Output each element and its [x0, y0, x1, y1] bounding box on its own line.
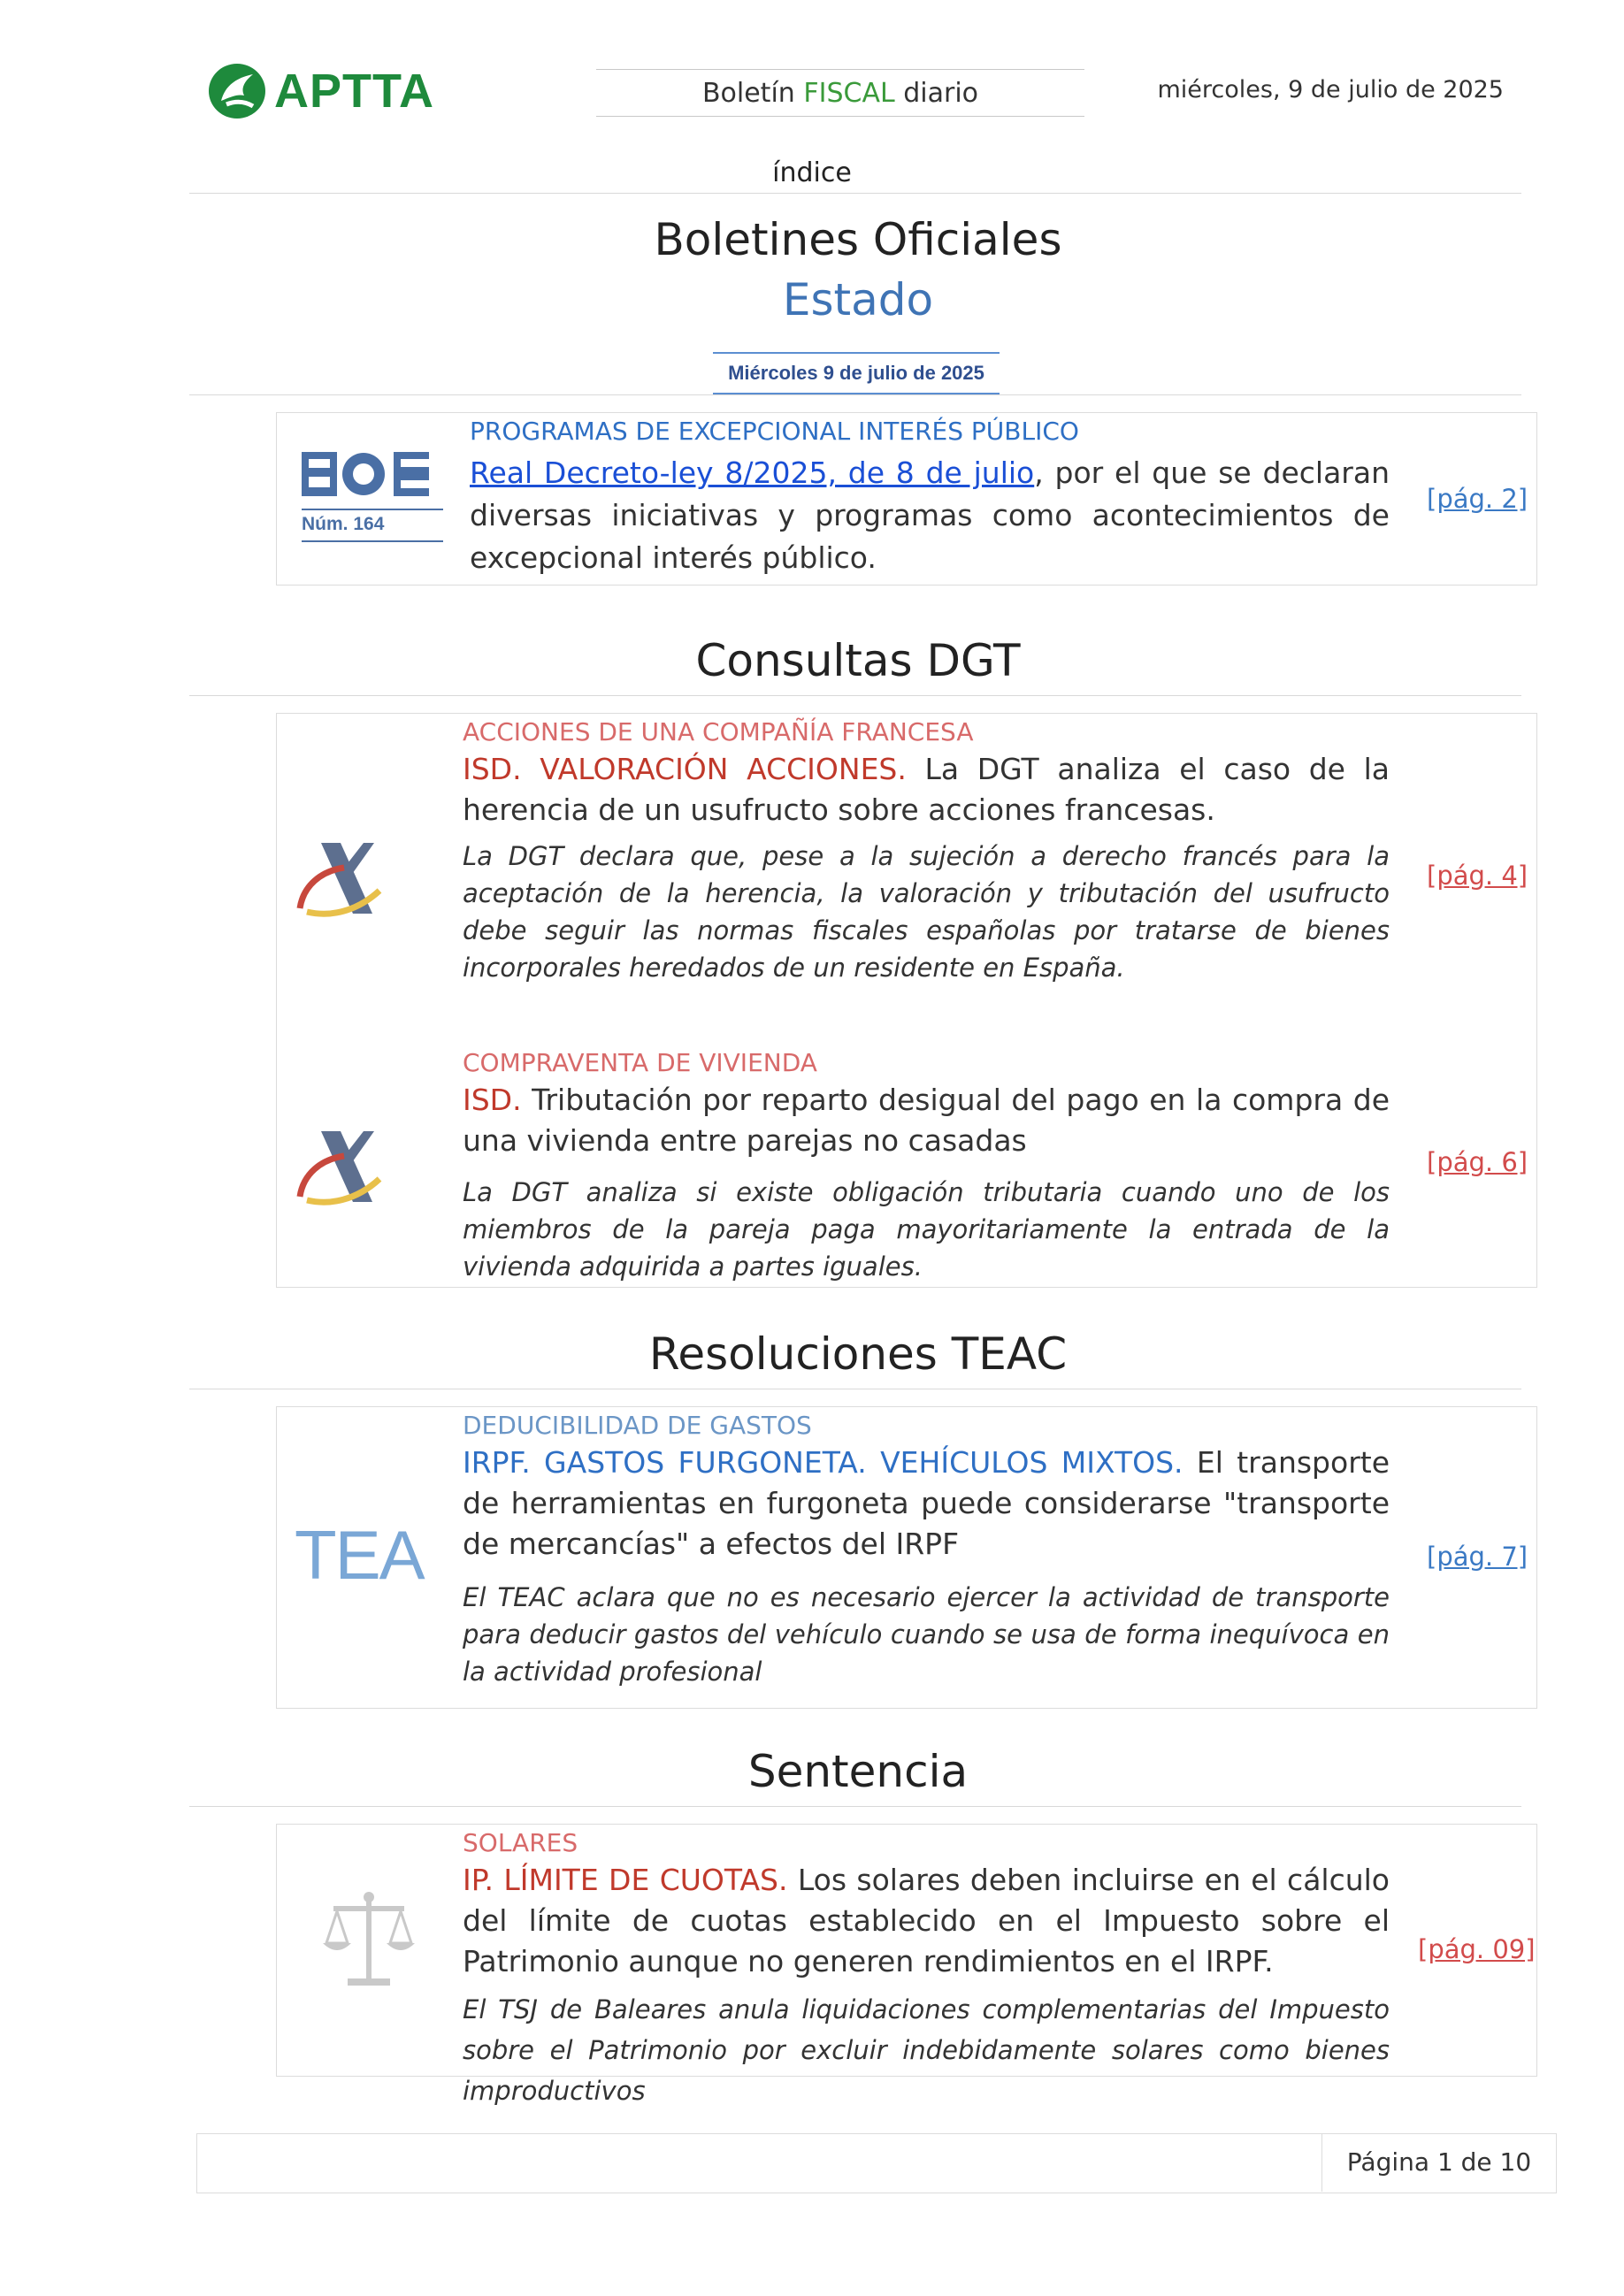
page-link[interactable]: [pág. 6] [1427, 1147, 1528, 1177]
divider [189, 394, 1521, 395]
item-summary: El TEAC aclara que no es necesario ejercer la actividad de transporte para deducir gastos del vehículo cuando se usa de forma inequívoca en la actividad profesional [463, 1582, 1390, 1687]
item-body [463, 749, 1390, 830]
aptta-logo-icon [205, 60, 272, 122]
item-lead: IRPF. GASTOS FURGONETA. VEHÍCULOS MIXTOS. [463, 1445, 1184, 1480]
header-date: miércoles, 9 de julio de 2025 [1157, 76, 1504, 103]
bulletin-title [596, 69, 1084, 117]
boe-number: Núm. 164 [302, 514, 385, 534]
logo-text: APTTA [274, 65, 434, 118]
item-text: La DGT analiza el caso de la herencia de un usufructo sobre acciones francesas. [463, 752, 1390, 827]
boe-logo [302, 448, 443, 555]
item-text: Tributación por reparto desigual del pago en la compra de una vivienda entre parejas no casadas [463, 1083, 1390, 1158]
boe-card [276, 412, 1537, 585]
teac-card [276, 1406, 1537, 1709]
aeat-logo-icon [295, 1121, 383, 1209]
item-lead: ISD. VALORACIÓN ACCIONES. [463, 752, 907, 786]
footer-divider [1321, 2133, 1322, 2192]
item-text: El transporte de herramientas en furgoneta puede considerarse "transporte de mercancías" a efectos del IRPF [463, 1445, 1390, 1561]
aeat-logo-icon [295, 832, 383, 921]
item-kicker: DEDUCIBILIDAD DE GASTOS [463, 1411, 812, 1440]
page-link[interactable]: [pág. 7] [1427, 1542, 1528, 1572]
section-title-boletines: Boletines Oficiales [654, 214, 1062, 265]
divider [189, 1806, 1521, 1807]
item-kicker: COMPRAVENTA DE VIVIENDA [463, 1048, 817, 1077]
boe-date-badge: Miércoles 9 de julio de 2025 [713, 352, 1000, 394]
item-kicker: ACCIONES DE UNA COMPAÑÍA FRANCESA [463, 717, 974, 746]
item-body [463, 1860, 1390, 1982]
bulletin-suffix: diario [903, 78, 979, 109]
section-title-sentencia: Sentencia [747, 1746, 969, 1797]
page-link[interactable]: [pág. 2] [1427, 484, 1528, 514]
section-subtitle-estado: Estado [782, 274, 934, 325]
item-text: , por el que se declaran diversas iniciativas y programas como acontecimientos de excepcional interés público. [470, 455, 1390, 575]
bulletin-fiscal: FISCAL [803, 78, 895, 109]
item-summary: La DGT analiza si existe obligación tributaria cuando uno de los miembros de la pareja paga mayoritariamente la entrada de la vivienda adquirida a partes iguales. [463, 1177, 1390, 1282]
page-link[interactable]: [pág. 09] [1418, 1934, 1536, 1964]
section-title-consultas: Consultas DGT [695, 635, 1021, 686]
divider [189, 193, 1521, 194]
item-summary: La DGT declara que, pese a la sujeción a derecho francés para la aceptación de la herencia, la valoración y tributación del usufructo debe seguir las normas fiscales españolas por tratarse de bienes incorporales heredados de un residente en España. [463, 841, 1390, 983]
dgt-card [276, 713, 1537, 1288]
item-kicker: PROGRAMAS DE EXCEPCIONAL INTERÉS PÚBLICO [470, 417, 1079, 446]
item-body [463, 1080, 1390, 1161]
divider [189, 695, 1521, 696]
index-label: índice [772, 157, 852, 188]
item-text: Los solares deben incluirse en el cálculo del límite de cuotas establecido en el Impuesto sobre el Patrimonio aunque no generen rendimientos en el IRPF. [463, 1863, 1390, 1978]
item-kicker: SOLARES [463, 1828, 578, 1857]
section-title-teac: Resoluciones TEAC [648, 1328, 1068, 1380]
bulletin-prefix: Boletín [701, 78, 795, 109]
scales-icon [316, 1887, 422, 1993]
decree-link[interactable]: Real Decreto-ley 8/2025, de 8 de julio [470, 455, 1035, 490]
item-summary: El TSJ de Baleares anula liquidaciones complementarias del Impuesto sobre el Patrimonio por excluir indebidamente solares como bienes improductivos [463, 1994, 1390, 2106]
teac-logo: TEA [295, 1516, 424, 1594]
boe-rule [302, 509, 443, 510]
item-body [463, 1443, 1390, 1565]
boe-rule [302, 540, 443, 542]
item-lead: ISD. [463, 1083, 522, 1117]
boe-logo-icon [302, 448, 443, 500]
page-link[interactable]: [pág. 4] [1427, 861, 1528, 891]
item-lead: IP. LÍMITE DE CUOTAS. [463, 1863, 788, 1897]
item-body [470, 452, 1390, 579]
sentencia-card [276, 1824, 1537, 2106]
page-number: Página 1 de 10 [1346, 2147, 1532, 2177]
